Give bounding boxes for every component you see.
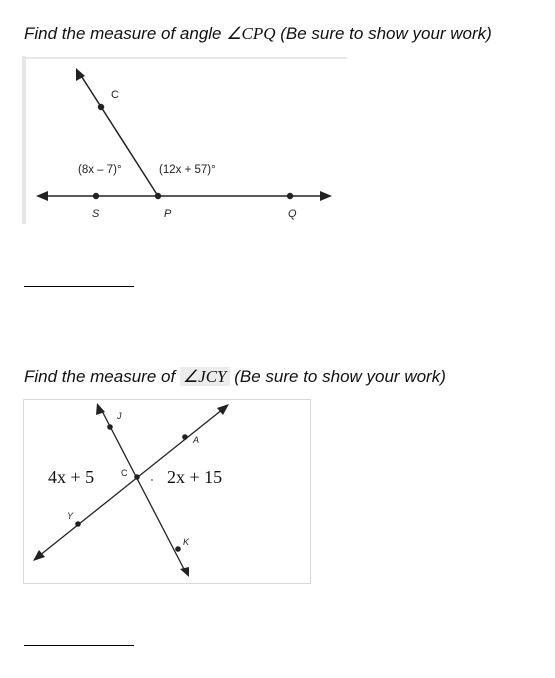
- answer-line-1[interactable]: [24, 286, 134, 287]
- question-2-angle: ∠JCY: [180, 367, 230, 386]
- label-c: C: [111, 89, 119, 101]
- label-j: J: [117, 411, 122, 421]
- point-j: [107, 424, 113, 430]
- question-1-angle: ∠CPQ: [226, 24, 276, 43]
- point-c: [98, 104, 104, 110]
- right-angle-label: (12x + 57)°: [159, 164, 216, 176]
- label-s: S: [92, 208, 100, 220]
- right-expression: 2x + 15: [167, 467, 223, 487]
- label-k: K: [183, 537, 190, 547]
- question-2-prefix: Find the measure of: [24, 367, 180, 386]
- left-expression: 4x + 5: [48, 467, 95, 487]
- mark-dot: [151, 479, 153, 481]
- question-1-suffix: (Be sure to show your work): [275, 24, 492, 43]
- point-s: [93, 193, 99, 199]
- question-2-suffix: (Be sure to show your work): [229, 367, 446, 386]
- question-1-prompt: [24, 24, 492, 44]
- point-c: [134, 474, 140, 480]
- point-a: [182, 434, 188, 440]
- point-p: [155, 193, 161, 199]
- question-1-prefix: Find the measure of angle: [24, 24, 227, 43]
- label-q: Q: [288, 208, 297, 220]
- question-1-figure: [22, 56, 352, 226]
- point-y: [75, 521, 81, 527]
- label-y: Y: [67, 511, 74, 521]
- label-p: P: [164, 208, 172, 220]
- question-2-prompt: [24, 367, 446, 387]
- answer-line-2[interactable]: [24, 645, 134, 646]
- left-angle-label: (8x – 7)°: [78, 164, 122, 176]
- label-c: C: [121, 468, 128, 478]
- label-a: A: [193, 435, 200, 445]
- question-2-figure: [23, 399, 311, 584]
- point-q: [287, 193, 293, 199]
- point-k: [175, 546, 181, 552]
